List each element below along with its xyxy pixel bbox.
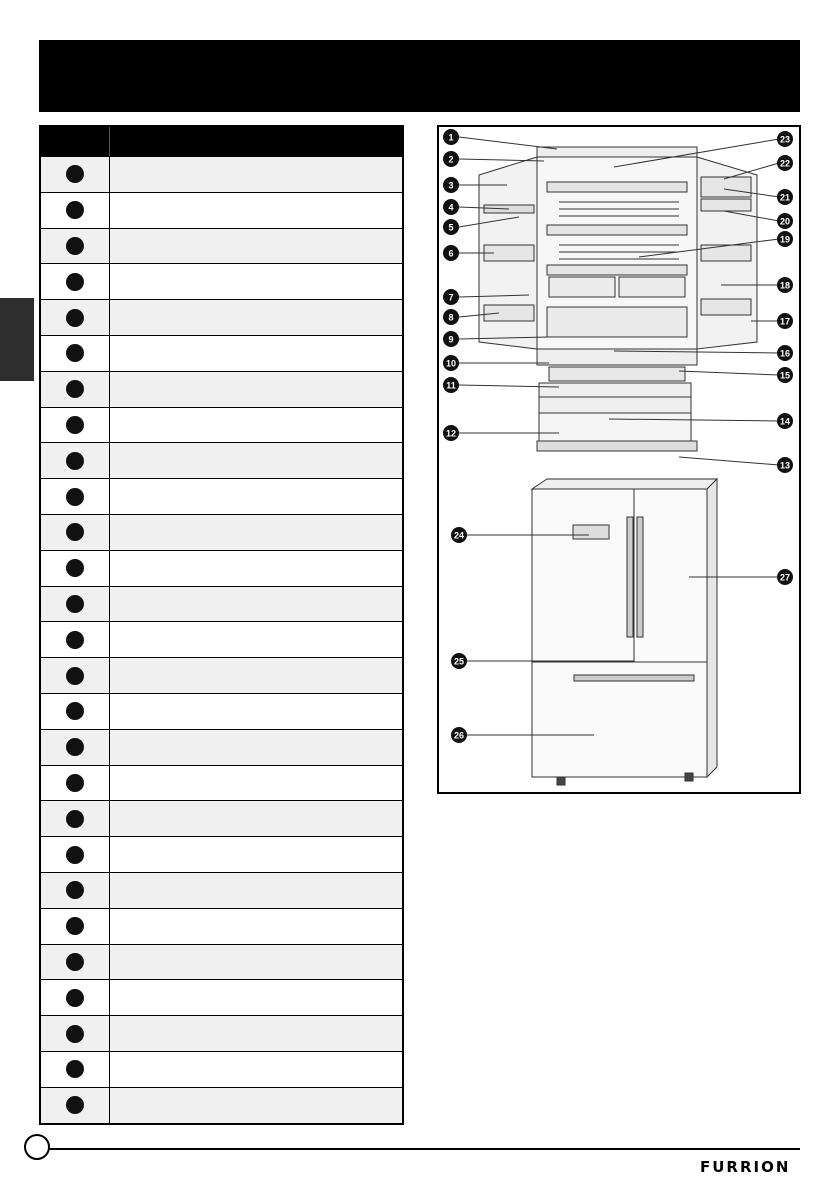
row-number-cell	[41, 1016, 110, 1051]
table-row	[41, 156, 402, 192]
row-number-cell	[41, 1088, 110, 1123]
footer-rule	[44, 1148, 800, 1150]
row-number-cell	[41, 157, 110, 192]
callout-label: 24	[453, 530, 465, 541]
row-description-cell	[110, 837, 402, 872]
callout-19	[777, 231, 793, 247]
callout-label: 7	[448, 292, 454, 303]
number-bullet	[66, 165, 84, 183]
row-description-cell	[110, 443, 402, 478]
row-description-cell	[110, 945, 402, 980]
table-row	[41, 693, 402, 729]
row-description-cell	[110, 658, 402, 693]
callout-label: 23	[779, 134, 791, 145]
parts-table	[39, 125, 404, 1125]
callout-17	[777, 313, 793, 329]
row-description-cell	[110, 980, 402, 1015]
callout-8	[443, 309, 459, 325]
callout-label: 8	[448, 312, 454, 323]
table-row	[41, 1051, 402, 1087]
table-row	[41, 908, 402, 944]
callout-7	[443, 289, 459, 305]
number-bullet	[66, 810, 84, 828]
row-description-cell	[110, 515, 402, 550]
table-row	[41, 586, 402, 622]
row-number-cell	[41, 909, 110, 944]
row-description-cell	[110, 801, 402, 836]
callout-label: 6	[448, 248, 454, 259]
row-number-cell	[41, 264, 110, 299]
callout-27	[777, 569, 793, 585]
callout-label: 18	[779, 280, 791, 291]
table-row	[41, 299, 402, 335]
callout-label: 22	[779, 158, 791, 169]
callout-label: 13	[779, 460, 791, 471]
row-description-cell	[110, 694, 402, 729]
table-row	[41, 550, 402, 586]
callout-26	[451, 727, 467, 743]
callout-5	[443, 219, 459, 235]
callout-label: 26	[453, 730, 465, 741]
row-description-cell	[110, 372, 402, 407]
callout-label: 19	[779, 234, 791, 245]
row-number-cell	[41, 193, 110, 228]
row-description-cell	[110, 622, 402, 657]
side-tab	[0, 298, 34, 381]
row-description-cell	[110, 336, 402, 371]
callout-label: 12	[445, 428, 457, 439]
row-number-cell	[41, 694, 110, 729]
row-description-cell	[110, 479, 402, 514]
callout-6	[443, 245, 459, 261]
callout-25	[451, 653, 467, 669]
table-row	[41, 657, 402, 693]
callout-15	[777, 367, 793, 383]
table-row	[41, 478, 402, 514]
row-description-cell	[110, 1016, 402, 1051]
row-number-cell	[41, 515, 110, 550]
number-bullet	[66, 273, 84, 291]
row-description-cell	[110, 193, 402, 228]
callout-label: 20	[779, 216, 791, 227]
number-bullet	[66, 1060, 84, 1078]
number-bullet	[66, 881, 84, 899]
callout-22	[777, 155, 793, 171]
callout-18	[777, 277, 793, 293]
row-number-cell	[41, 300, 110, 335]
table-row	[41, 407, 402, 443]
callout-label: 9	[448, 334, 454, 345]
callout-14	[777, 413, 793, 429]
callout-label: 14	[779, 416, 791, 427]
row-description-cell	[110, 1088, 402, 1123]
number-bullet	[66, 452, 84, 470]
number-bullet	[66, 1025, 84, 1043]
table-row	[41, 944, 402, 980]
row-description-cell	[110, 766, 402, 801]
number-bullet	[66, 201, 84, 219]
row-number-cell	[41, 837, 110, 872]
callout-label: 1	[448, 132, 454, 143]
row-description-cell	[110, 157, 402, 192]
row-number-cell	[41, 980, 110, 1015]
callout-1	[443, 129, 459, 145]
callout-label: 2	[448, 154, 454, 165]
row-number-cell	[41, 336, 110, 371]
number-bullet	[66, 667, 84, 685]
callout-16	[777, 345, 793, 361]
table-body	[41, 156, 402, 1123]
number-bullet	[66, 344, 84, 362]
callout-label: 17	[779, 316, 791, 327]
callout-10	[443, 355, 459, 371]
row-description-cell	[110, 551, 402, 586]
number-bullet	[66, 559, 84, 577]
table-row	[41, 979, 402, 1015]
row-description-cell	[110, 873, 402, 908]
row-number-cell	[41, 372, 110, 407]
page-number-circle	[24, 1134, 50, 1160]
number-bullet	[66, 237, 84, 255]
callout-label: 3	[448, 180, 454, 191]
table-row	[41, 514, 402, 550]
callout-label: 25	[453, 656, 465, 667]
callout-label: 10	[445, 358, 457, 369]
table-row	[41, 836, 402, 872]
number-bullet	[66, 416, 84, 434]
number-bullet	[66, 917, 84, 935]
callout-9	[443, 331, 459, 347]
table-row	[41, 872, 402, 908]
number-bullet	[66, 595, 84, 613]
table-row	[41, 729, 402, 765]
callout-label: 21	[779, 192, 791, 203]
callout-label: 5	[448, 222, 454, 233]
number-bullet	[66, 631, 84, 649]
number-bullet	[66, 989, 84, 1007]
table-row	[41, 442, 402, 478]
row-number-cell	[41, 443, 110, 478]
callout-20	[777, 213, 793, 229]
number-bullet	[66, 488, 84, 506]
number-bullet	[66, 380, 84, 398]
callout-label: 11	[446, 380, 456, 391]
callout-21	[777, 189, 793, 205]
number-bullet	[66, 953, 84, 971]
row-description-cell	[110, 587, 402, 622]
row-number-cell	[41, 1052, 110, 1087]
table-row	[41, 228, 402, 264]
row-number-cell	[41, 730, 110, 765]
row-number-cell	[41, 801, 110, 836]
callout-label: 15	[779, 370, 791, 381]
number-bullet	[66, 702, 84, 720]
number-bullet	[66, 774, 84, 792]
table-row	[41, 765, 402, 801]
number-bullet	[66, 309, 84, 327]
table-row	[41, 335, 402, 371]
fridge-illustration	[439, 127, 799, 792]
callout-13	[777, 457, 793, 473]
row-number-cell	[41, 945, 110, 980]
callout-11	[443, 377, 459, 393]
row-description-cell	[110, 229, 402, 264]
table-row	[41, 263, 402, 299]
number-bullet	[66, 846, 84, 864]
row-description-cell	[110, 264, 402, 299]
row-description-cell	[110, 909, 402, 944]
row-description-cell	[110, 300, 402, 335]
row-number-cell	[41, 408, 110, 443]
table-row	[41, 1087, 402, 1123]
header-bar	[39, 40, 800, 112]
row-number-cell	[41, 622, 110, 657]
row-number-cell	[41, 873, 110, 908]
row-number-cell	[41, 229, 110, 264]
row-description-cell	[110, 730, 402, 765]
callout-4	[443, 199, 459, 215]
callout-label: 27	[779, 572, 791, 583]
table-row	[41, 800, 402, 836]
row-number-cell	[41, 551, 110, 586]
table-header	[41, 127, 402, 156]
callout-3	[443, 177, 459, 193]
callout-24	[451, 527, 467, 543]
callout-2	[443, 151, 459, 167]
table-row	[41, 371, 402, 407]
row-number-cell	[41, 766, 110, 801]
callout-label: 16	[779, 348, 791, 359]
fridge-diagram	[437, 125, 801, 794]
row-number-cell	[41, 587, 110, 622]
row-description-cell	[110, 1052, 402, 1087]
callout-12	[443, 425, 459, 441]
number-bullet	[66, 738, 84, 756]
row-number-cell	[41, 479, 110, 514]
row-number-cell	[41, 658, 110, 693]
table-row	[41, 621, 402, 657]
callout-label: 4	[448, 202, 454, 213]
table-row	[41, 1015, 402, 1051]
brand-logo: FURRION	[700, 1158, 791, 1176]
table-header-number	[41, 127, 110, 156]
table-row	[41, 192, 402, 228]
callout-23	[777, 131, 793, 147]
number-bullet	[66, 523, 84, 541]
row-description-cell	[110, 408, 402, 443]
number-bullet	[66, 1096, 84, 1114]
